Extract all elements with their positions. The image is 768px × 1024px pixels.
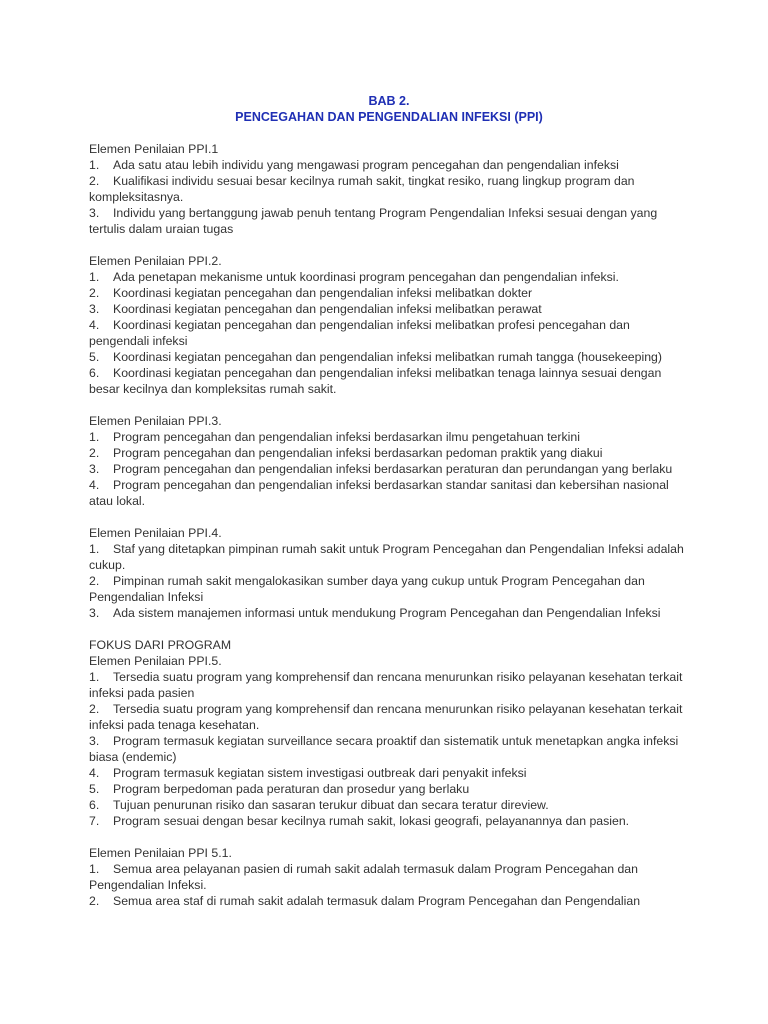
list-item — [89, 269, 689, 285]
list-item — [89, 893, 689, 909]
list-item — [89, 173, 689, 205]
chapter-title: PENCEGAHAN DAN PENGENDALIAN INFEKSI (PPI) — [235, 110, 543, 124]
list-item-text: Program pencegahan dan pengendalian infeksi berdasarkan peraturan dan perundangan yang berlaku — [113, 462, 673, 476]
section-heading: Elemen Penilaian PPI 5.1. — [89, 846, 232, 860]
list-item — [89, 797, 689, 813]
list-item — [89, 605, 689, 621]
list-item-number: 1. — [89, 862, 100, 876]
list-item-text: Koordinasi kegiatan pencegahan dan pengendalian infeksi melibatkan tenaga lainnya sesuai dengan besar kecilnya dan kompleksitas rumah sakit. — [89, 366, 662, 396]
section-heading: Elemen Penilaian PPI.2. — [89, 254, 222, 268]
list-item-number: 1. — [89, 542, 100, 556]
section-heading: Elemen Penilaian PPI.4. — [89, 526, 222, 540]
list-item-number: 6. — [89, 798, 100, 812]
list-item — [89, 445, 689, 461]
list-item-text: Ada penetapan mekanisme untuk koordinasi program pencegahan dan pengendalian infeksi. — [113, 270, 619, 284]
list-item-text: Pimpinan rumah sakit mengalokasikan sumber daya yang cukup untuk Program Pencegahan dan Pengendalian Infeksi — [89, 574, 645, 604]
document-page — [89, 93, 689, 925]
list-item-text: Program pencegahan dan pengendalian infeksi berdasarkan pedoman praktik yang diakui — [113, 446, 603, 460]
list-item — [89, 669, 689, 701]
list-item — [89, 781, 689, 797]
assessment-section — [89, 413, 689, 509]
list-item — [89, 861, 689, 893]
list-item — [89, 541, 689, 573]
list-item — [89, 461, 689, 477]
list-item-text: Koordinasi kegiatan pencegahan dan pengendalian infeksi melibatkan profesi pencegahan dan pengendali infeksi — [89, 318, 630, 348]
list-item-text: Tersedia suatu program yang komprehensif dan rencana menurunkan risiko pelayanan kesehatan terkait infeksi pada pasien — [89, 670, 683, 700]
list-item-text: Koordinasi kegiatan pencegahan dan pengendalian infeksi melibatkan dokter — [113, 286, 533, 300]
list-item — [89, 477, 689, 509]
list-item — [89, 813, 689, 829]
list-item-text: Program pencegahan dan pengendalian infeksi berdasarkan standar sanitasi dan kebersihan nasional atau lokal. — [89, 478, 669, 508]
list-item-number: 2. — [89, 446, 100, 460]
list-item-number: 1. — [89, 158, 100, 172]
list-item-text: Ada satu atau lebih individu yang mengawasi program pencegahan dan pengendalian infeksi — [113, 158, 619, 172]
document-title — [89, 93, 689, 125]
list-item-text: Individu yang bertanggung jawab penuh tentang Program Pengendalian Infeksi sesuai dengan yang tertulis dalam uraian tugas — [89, 206, 658, 236]
list-item-number: 3. — [89, 302, 100, 316]
list-item-text: Semua area staf di rumah sakit adalah termasuk dalam Program Pencegahan dan Pengendalian — [113, 894, 641, 908]
assessment-section — [89, 141, 689, 237]
list-item-number: 4. — [89, 318, 100, 332]
list-item — [89, 317, 689, 349]
list-item-number: 7. — [89, 814, 100, 828]
list-item-number: 4. — [89, 766, 100, 780]
list-item-number: 6. — [89, 366, 100, 380]
list-item — [89, 205, 689, 237]
section-heading: FOKUS DARI PROGRAM — [89, 638, 232, 652]
list-item-number: 2. — [89, 894, 100, 908]
list-item — [89, 765, 689, 781]
list-item — [89, 429, 689, 445]
list-item-text: Ada sistem manajemen informasi untuk mendukung Program Pencegahan dan Pengendalian Infeksi — [113, 606, 661, 620]
list-item-text: Koordinasi kegiatan pencegahan dan pengendalian infeksi melibatkan perawat — [113, 302, 542, 316]
list-item-number: 3. — [89, 606, 100, 620]
list-item — [89, 285, 689, 301]
assessment-section — [89, 253, 689, 397]
list-item — [89, 157, 689, 173]
list-item-number: 1. — [89, 670, 100, 684]
list-item-text: Program sesuai dengan besar kecilnya rumah sakit, lokasi geografi, pelayanannya dan pasien. — [113, 814, 630, 828]
section-heading: Elemen Penilaian PPI.3. — [89, 414, 222, 428]
assessment-section — [89, 637, 689, 829]
sections-container — [89, 141, 689, 909]
list-item — [89, 349, 689, 365]
list-item-number: 2. — [89, 174, 100, 188]
list-item-text: Staf yang ditetapkan pimpinan rumah sakit untuk Program Pencegahan dan Pengendalian Infeksi adalah cukup. — [89, 542, 684, 572]
assessment-section — [89, 845, 689, 909]
list-item-number: 3. — [89, 734, 100, 748]
list-item-number: 5. — [89, 350, 100, 364]
list-item — [89, 701, 689, 733]
list-item-number: 1. — [89, 430, 100, 444]
list-item-text: Program termasuk kegiatan sistem investigasi outbreak dari penyakit infeksi — [113, 766, 527, 780]
list-item-number: 3. — [89, 206, 100, 220]
list-item — [89, 301, 689, 317]
list-item-text: Tersedia suatu program yang komprehensif dan rencana menurunkan risiko pelayanan kesehatan terkait infeksi pada tenaga kesehatan. — [89, 702, 683, 732]
list-item-number: 3. — [89, 462, 100, 476]
list-item-text: Program pencegahan dan pengendalian infeksi berdasarkan ilmu pengetahuan terkini — [113, 430, 580, 444]
list-item-number: 5. — [89, 782, 100, 796]
list-item — [89, 365, 689, 397]
list-item-number: 2. — [89, 702, 100, 716]
list-item-text: Koordinasi kegiatan pencegahan dan pengendalian infeksi melibatkan rumah tangga (housekeeping) — [113, 350, 662, 364]
list-item-text: Kualifikasi individu sesuai besar kecilnya rumah sakit, tingkat resiko, ruang lingkup program dan kompleksitasnya. — [89, 174, 635, 204]
list-item-text: Program berpedoman pada peraturan dan prosedur yang berlaku — [113, 782, 470, 796]
list-item-text: Tujuan penurunan risiko dan sasaran terukur dibuat dan secara teratur direview. — [113, 798, 549, 812]
list-item-number: 1. — [89, 270, 100, 284]
list-item-text: Program termasuk kegiatan surveillance secara proaktif dan sistematik untuk menetapkan angka infeksi biasa (endemic) — [89, 734, 679, 764]
section-heading: Elemen Penilaian PPI.5. — [89, 654, 222, 668]
chapter-label: BAB 2. — [368, 94, 410, 108]
list-item-number: 2. — [89, 574, 100, 588]
section-heading: Elemen Penilaian PPI.1 — [89, 142, 219, 156]
list-item — [89, 733, 689, 765]
list-item-number: 4. — [89, 478, 100, 492]
assessment-section — [89, 525, 689, 621]
list-item-text: Semua area pelayanan pasien di rumah sakit adalah termasuk dalam Program Pencegahan dan Pengendalian Infeksi. — [89, 862, 638, 892]
list-item — [89, 573, 689, 605]
list-item-number: 2. — [89, 286, 100, 300]
